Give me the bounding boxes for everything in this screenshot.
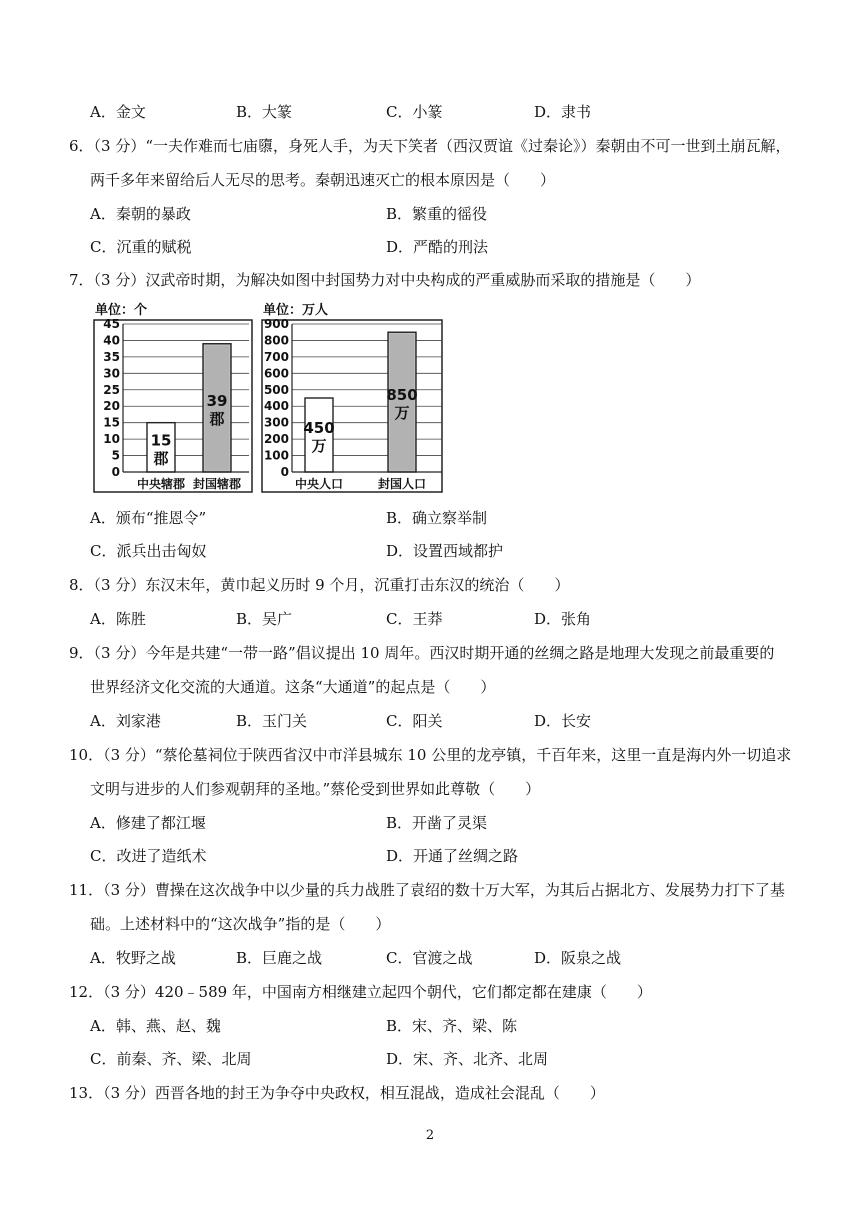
y-tick-label: 300 [263,415,289,430]
bar-value-label: 450 [303,419,335,437]
bar-unit-label: 郡 [153,449,169,468]
q9-option-c: C．阳关 [386,712,443,730]
y-tick-label: 35 [103,349,120,364]
bar-value-label: 39 [206,391,228,410]
q11-option-b: B．巨鹿之战 [236,949,323,967]
y-tick-label: 600 [263,366,289,381]
q12-option-a: A．韩、燕、赵、魏 [90,1017,221,1035]
q7-option-b: B．确立察举制 [386,509,488,527]
y-tick-label: 30 [103,366,120,381]
q11-stem-line2: 础。上述材料中的“这次战争”指的是（ ） [90,915,391,933]
q7-option-a: A．颁布“推恩令” [90,509,207,527]
bar-unit-label: 万 [394,404,410,423]
population-bar-chart [257,300,447,496]
y-tick-label: 400 [263,399,289,414]
page-number: 2 [425,1128,435,1143]
q5-option-d: D．隶书 [534,103,592,121]
q6-option-d: D．严酷的刑法 [386,238,489,256]
q5-option-a: A．金文 [90,103,146,121]
q12-stem-line1: 12．（3 分）420﹣589 年，中国南方相继建立起四个朝代，它们都定都在建康（ ） [69,983,652,1001]
bar-unit-label: 万 [311,437,327,455]
x-category-label: 封国人口 [377,477,427,491]
y-tick-label: 20 [103,399,120,414]
q10-stem-line1: 10．（3 分）“蔡伦墓祠位于陕西省汉中市洋县城东 10 公里的龙亭镇，千百年来，这里一直是海内外一切追求 [69,746,792,764]
q10-option-a: A．修建了都江堰 [90,814,206,832]
unit-label: 单位：个 [95,303,148,318]
q6-stem-line1: 6．（3 分）“一夫作难而七庙隳，身死人手，为天下笑者（西汉贾谊《过秦论》）秦朝由不可一世到土崩瓦解， [69,137,791,155]
q8-option-d: D．张角 [534,610,592,628]
q13-stem-line1: 13．（3 分）西晋各地的封王为争夺中央政权，相互混战，造成社会混乱（ ） [69,1084,605,1102]
x-category-label: 封国辖郡 [192,477,242,491]
q10-option-d: D．开通了丝绸之路 [386,847,519,865]
q8-stem-line1: 8．（3 分）东汉末年，黄巾起义历时 9 个月，沉重打击东汉的统治（ ） [69,576,570,594]
q6-option-c: C．沉重的赋税 [90,238,192,256]
q8-option-c: C．王莽 [386,610,443,628]
chart-left [93,300,259,500]
y-tick-label: 25 [103,382,120,397]
q6-stem-line2: 两千多年来留给后人无尽的思考。秦朝迅速灭亡的根本原因是（ ） [90,171,556,189]
q6-option-b: B．繁重的徭役 [386,205,488,223]
y-tick-label: 800 [263,333,289,348]
y-tick-label: 45 [103,317,120,331]
q9-stem-line2: 世界经济文化交流的大通道。这条“大通道”的起点是（ ） [90,678,496,696]
y-tick-label: 900 [263,317,289,331]
chart-right [257,300,447,500]
q10-option-b: B．开凿了灵渠 [386,814,488,832]
y-tick-label: 200 [263,432,289,447]
q11-option-d: D．阪泉之战 [534,949,622,967]
q12-option-c: C．前秦、齐、梁、北周 [90,1050,252,1068]
x-category-label: 中央辖郡 [136,477,186,491]
x-category-label: 中央人口 [294,477,344,491]
y-tick-label: 15 [103,415,120,430]
y-tick-label: 10 [103,432,120,447]
unit-label: 单位：万人 [263,303,329,318]
q6-option-a: A．秦朝的暴政 [90,205,191,223]
y-tick-label: 5 [111,448,120,463]
commandery-bar-chart [93,300,259,496]
q8-option-b: B．吴广 [236,610,293,628]
q7-stem-line1: 7．（3 分）汉武帝时期，为解决如图中封国势力对中央构成的严重威胁而采取的措施是（ ） [69,271,701,289]
q7-option-d: D．设置西域都护 [386,542,504,560]
q10-stem-line2: 文明与进步的人们参观朝拜的圣地。”蔡伦受到世界如此尊敬（ ） [90,780,541,798]
y-tick-label: 100 [263,448,289,463]
q11-stem-line1: 11．（3 分）曹操在这次战争中以少量的兵力战胜了袁绍的数十万大军，为其后占据北方、发展势力打下了基 [69,881,785,899]
q12-option-d: D．宋、齐、北齐、北周 [386,1050,549,1068]
y-tick-label: 500 [263,382,289,397]
q10-option-c: C．改进了造纸术 [90,847,207,865]
q12-option-b: B．宋、齐、梁、陈 [386,1017,518,1035]
q9-option-d: D．长安 [534,712,592,730]
y-tick-label: 0 [111,465,120,479]
q11-option-c: C．官渡之战 [386,949,473,967]
y-tick-label: 0 [280,465,289,479]
bar-unit-label: 郡 [209,409,225,428]
q5-option-c: C．小篆 [386,103,443,121]
q7-option-c: C．派兵出击匈奴 [90,542,207,560]
q9-option-a: A．刘家港 [90,712,161,730]
y-tick-label: 700 [263,349,289,364]
q5-option-b: B．大篆 [236,103,293,121]
q11-option-a: A．牧野之战 [90,949,176,967]
q9-stem-line1: 9．（3 分）今年是共建“一带一路”倡议提出 10 周年。西汉时期开通的丝绸之路是地理大发现之前最重要的 [69,644,775,662]
q8-option-a: A．陈胜 [90,610,146,628]
bar-value-label: 15 [150,431,172,450]
q9-option-b: B．玉门关 [236,712,308,730]
y-tick-label: 40 [103,333,120,348]
bar-value-label: 850 [386,386,418,405]
